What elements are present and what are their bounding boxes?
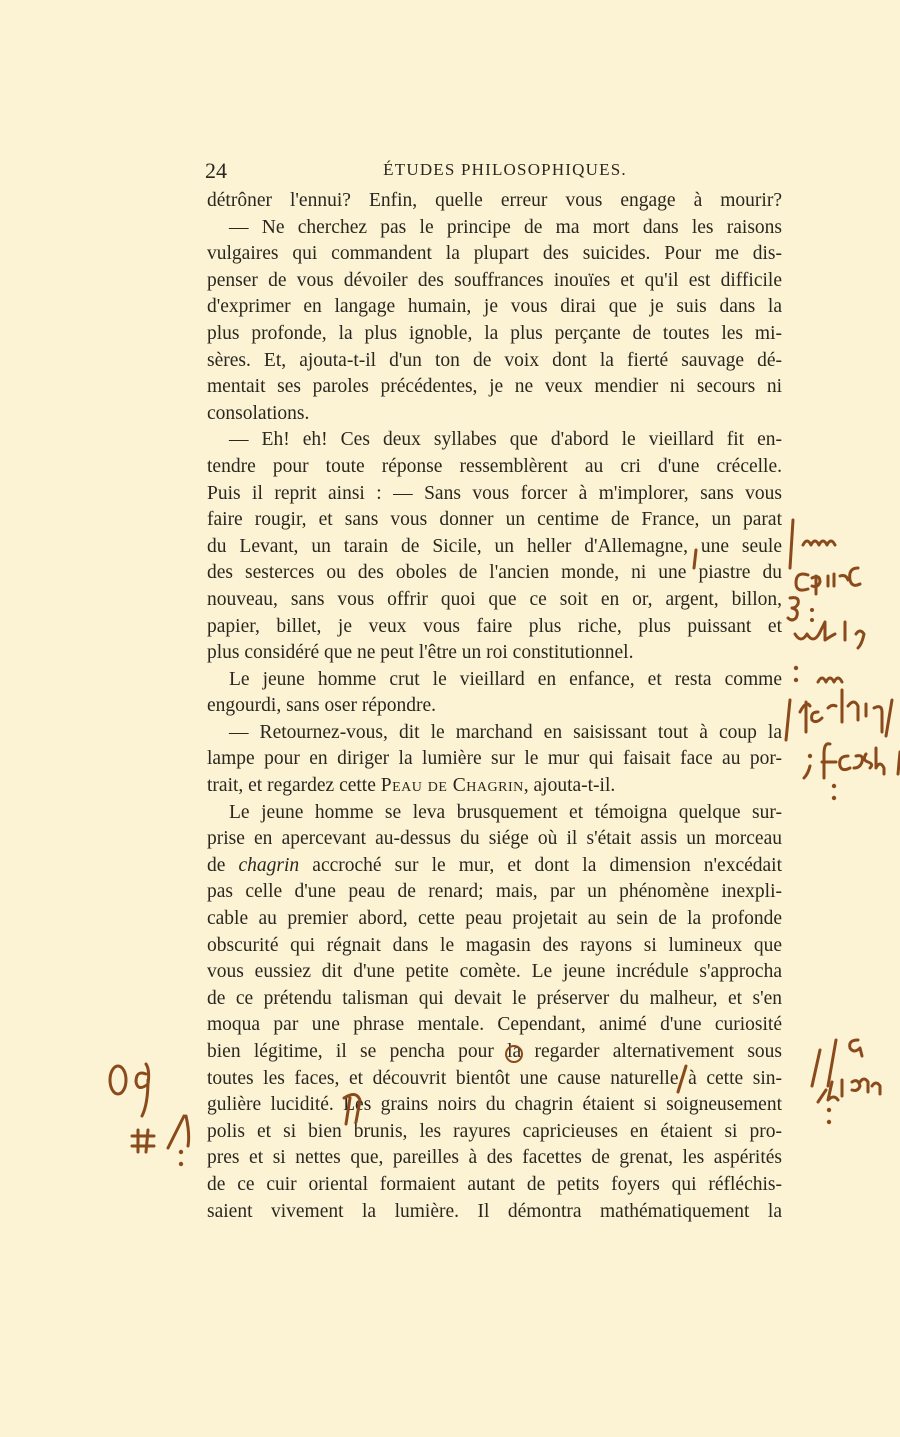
chagrin-italic: chagrin [238, 854, 300, 876]
text-line: obscurité qui régnait dans le magasin des rayons si lumineux que [207, 934, 782, 956]
text-line: Le jeune homme se leva brusquement et témoigna quelque sur- [229, 801, 782, 823]
page-number: 24 [205, 158, 227, 183]
peau-de-chagrin-title: Peau de Chagrin [380, 775, 524, 797]
text-line: consolations. [207, 402, 310, 424]
text-line: polis et si bien brunis, les rayures capricieuses en étaient si pro- [207, 1120, 782, 1142]
text-line: cable au premier abord, cette peau projetait au sein de la profonde [207, 908, 782, 930]
text-line: — Ne cherchez pas le principe de ma mort dans les raisons [229, 216, 782, 238]
annotation-left-colon [179, 1150, 183, 1166]
annotation-colon-lower [827, 1108, 831, 1124]
text-line: sères. Et, ajouta-t-il d'un ton de voix dont la fierté sauvage dé- [207, 349, 782, 371]
text-line: faire rougir, et sans vous donner un centime de France, un parat [207, 509, 782, 531]
text-line: Le jeune homme crut le vieillard en enfance, et resta comme [229, 668, 782, 690]
text-line: tendre pour toute réponse ressemblèrent au cri d'une crécelle. [207, 455, 782, 477]
annotation-colon [832, 784, 836, 800]
text-fragment: trait, et regardez cette [207, 775, 376, 797]
text-line: Puis il reprit ainsi : — Sans vous forcer à m'implorer, sans vous [207, 482, 782, 504]
text-line: nouveau, sans vous offrir quoi que ce soit en or, argent, billon, [207, 588, 782, 610]
text-line: papier, billet, je veux vous faire plus riche, plus puissant et [207, 615, 782, 637]
text-line: des sesterces ou des oboles de l'ancien monde, ni une piastre du [207, 562, 782, 584]
annotation-three [788, 598, 814, 622]
text-fragment: , ajouta-t-il. [523, 775, 616, 797]
annotation-farthing [786, 690, 892, 740]
annotation-tally [795, 622, 864, 648]
text-line: engourdi, sans oser répondre. [207, 695, 437, 717]
text-line: saient vivement la lumière. Il démontra mathématiquement la [207, 1200, 782, 1222]
text-fragment: de [207, 854, 226, 876]
text-line: de ce prétendu talisman qui devait le préserver du malheur, et s'en [207, 987, 782, 1009]
page-header [205, 158, 785, 184]
text-line: bien légitime, il se pencha pour la regarder alternativement sous [207, 1041, 782, 1062]
text-line: du Levant, un tarain de Sicile, un heller d'Allemagne, une seule [207, 535, 782, 557]
text-line: moqua par une phrase mentale. Cependant, animé d'une curiosité [207, 1014, 782, 1036]
text-line [207, 773, 782, 800]
annotation-09 [110, 1064, 149, 1116]
body-text [207, 188, 782, 1225]
annotation-capric [796, 568, 860, 594]
text-line: lampe pour en diriger la lumière sur le mur qui faisait face au por- [207, 748, 782, 770]
text-line: pas celle d'une peau de renard; mais, par un phénomène inexpli- [207, 881, 782, 903]
text-fragment: accroché sur le mur, et dont la dimension n'excédait [312, 854, 783, 876]
text-line: — Eh! eh! Ces deux syllabes que d'abord le vieillard fit en- [229, 429, 782, 451]
text-line: d'exprimer en langage humain, je vous dirai que je suis dans la [207, 296, 782, 318]
annotation-f-cash [804, 744, 900, 778]
text-line: détrôner l'ennui? Enfin, quelle erreur vous engage à mourir? [207, 190, 782, 211]
text-line: mentait ses paroles précédentes, je ne veux mendier ni secours ni [207, 376, 782, 398]
text-line: plus profonde, la plus ignoble, la plus perçante de toutes les mi- [207, 322, 782, 344]
running-head: ÉTUDES PHILOSOPHIQUES. [383, 160, 627, 179]
text-line: penser de vous dévoiler des souffrances inouïes et qu'il est difficile [207, 269, 782, 291]
text-line: prise en apercevant au-dessus du siége où il s'était assis un morceau [207, 828, 782, 850]
annotation-un [790, 520, 835, 568]
annotation-a-plan [812, 1040, 880, 1102]
annotation-colon-un [794, 666, 842, 682]
text-line: — Retournez-vous, dit le marchand en saisissant tout à coup la [229, 721, 782, 743]
text-line: plus considéré que ne peut l'être un roi constitutionnel. [207, 642, 634, 664]
text-line: vous eussiez dit d'une petite comète. Le jeune incrédule s'approcha [207, 961, 782, 983]
text-line: toutes les faces, et découvrit bientôt une cause naturelle à cette sin- [207, 1067, 782, 1089]
annotation-hash [132, 1116, 189, 1152]
text-line: de ce cuir oriental formaient autant de petits foyers qui réfléchis- [207, 1173, 782, 1195]
text-line: pres et si nettes que, pareilles à des facettes de grenat, les aspérités [207, 1147, 782, 1169]
text-line [207, 853, 782, 880]
text-line: vulgaires qui commandent la plupart des suicides. Pour me dis- [207, 243, 782, 265]
text-line: gulière lucidité. Les grains noirs du chagrin étaient si soigneusement [207, 1094, 782, 1116]
